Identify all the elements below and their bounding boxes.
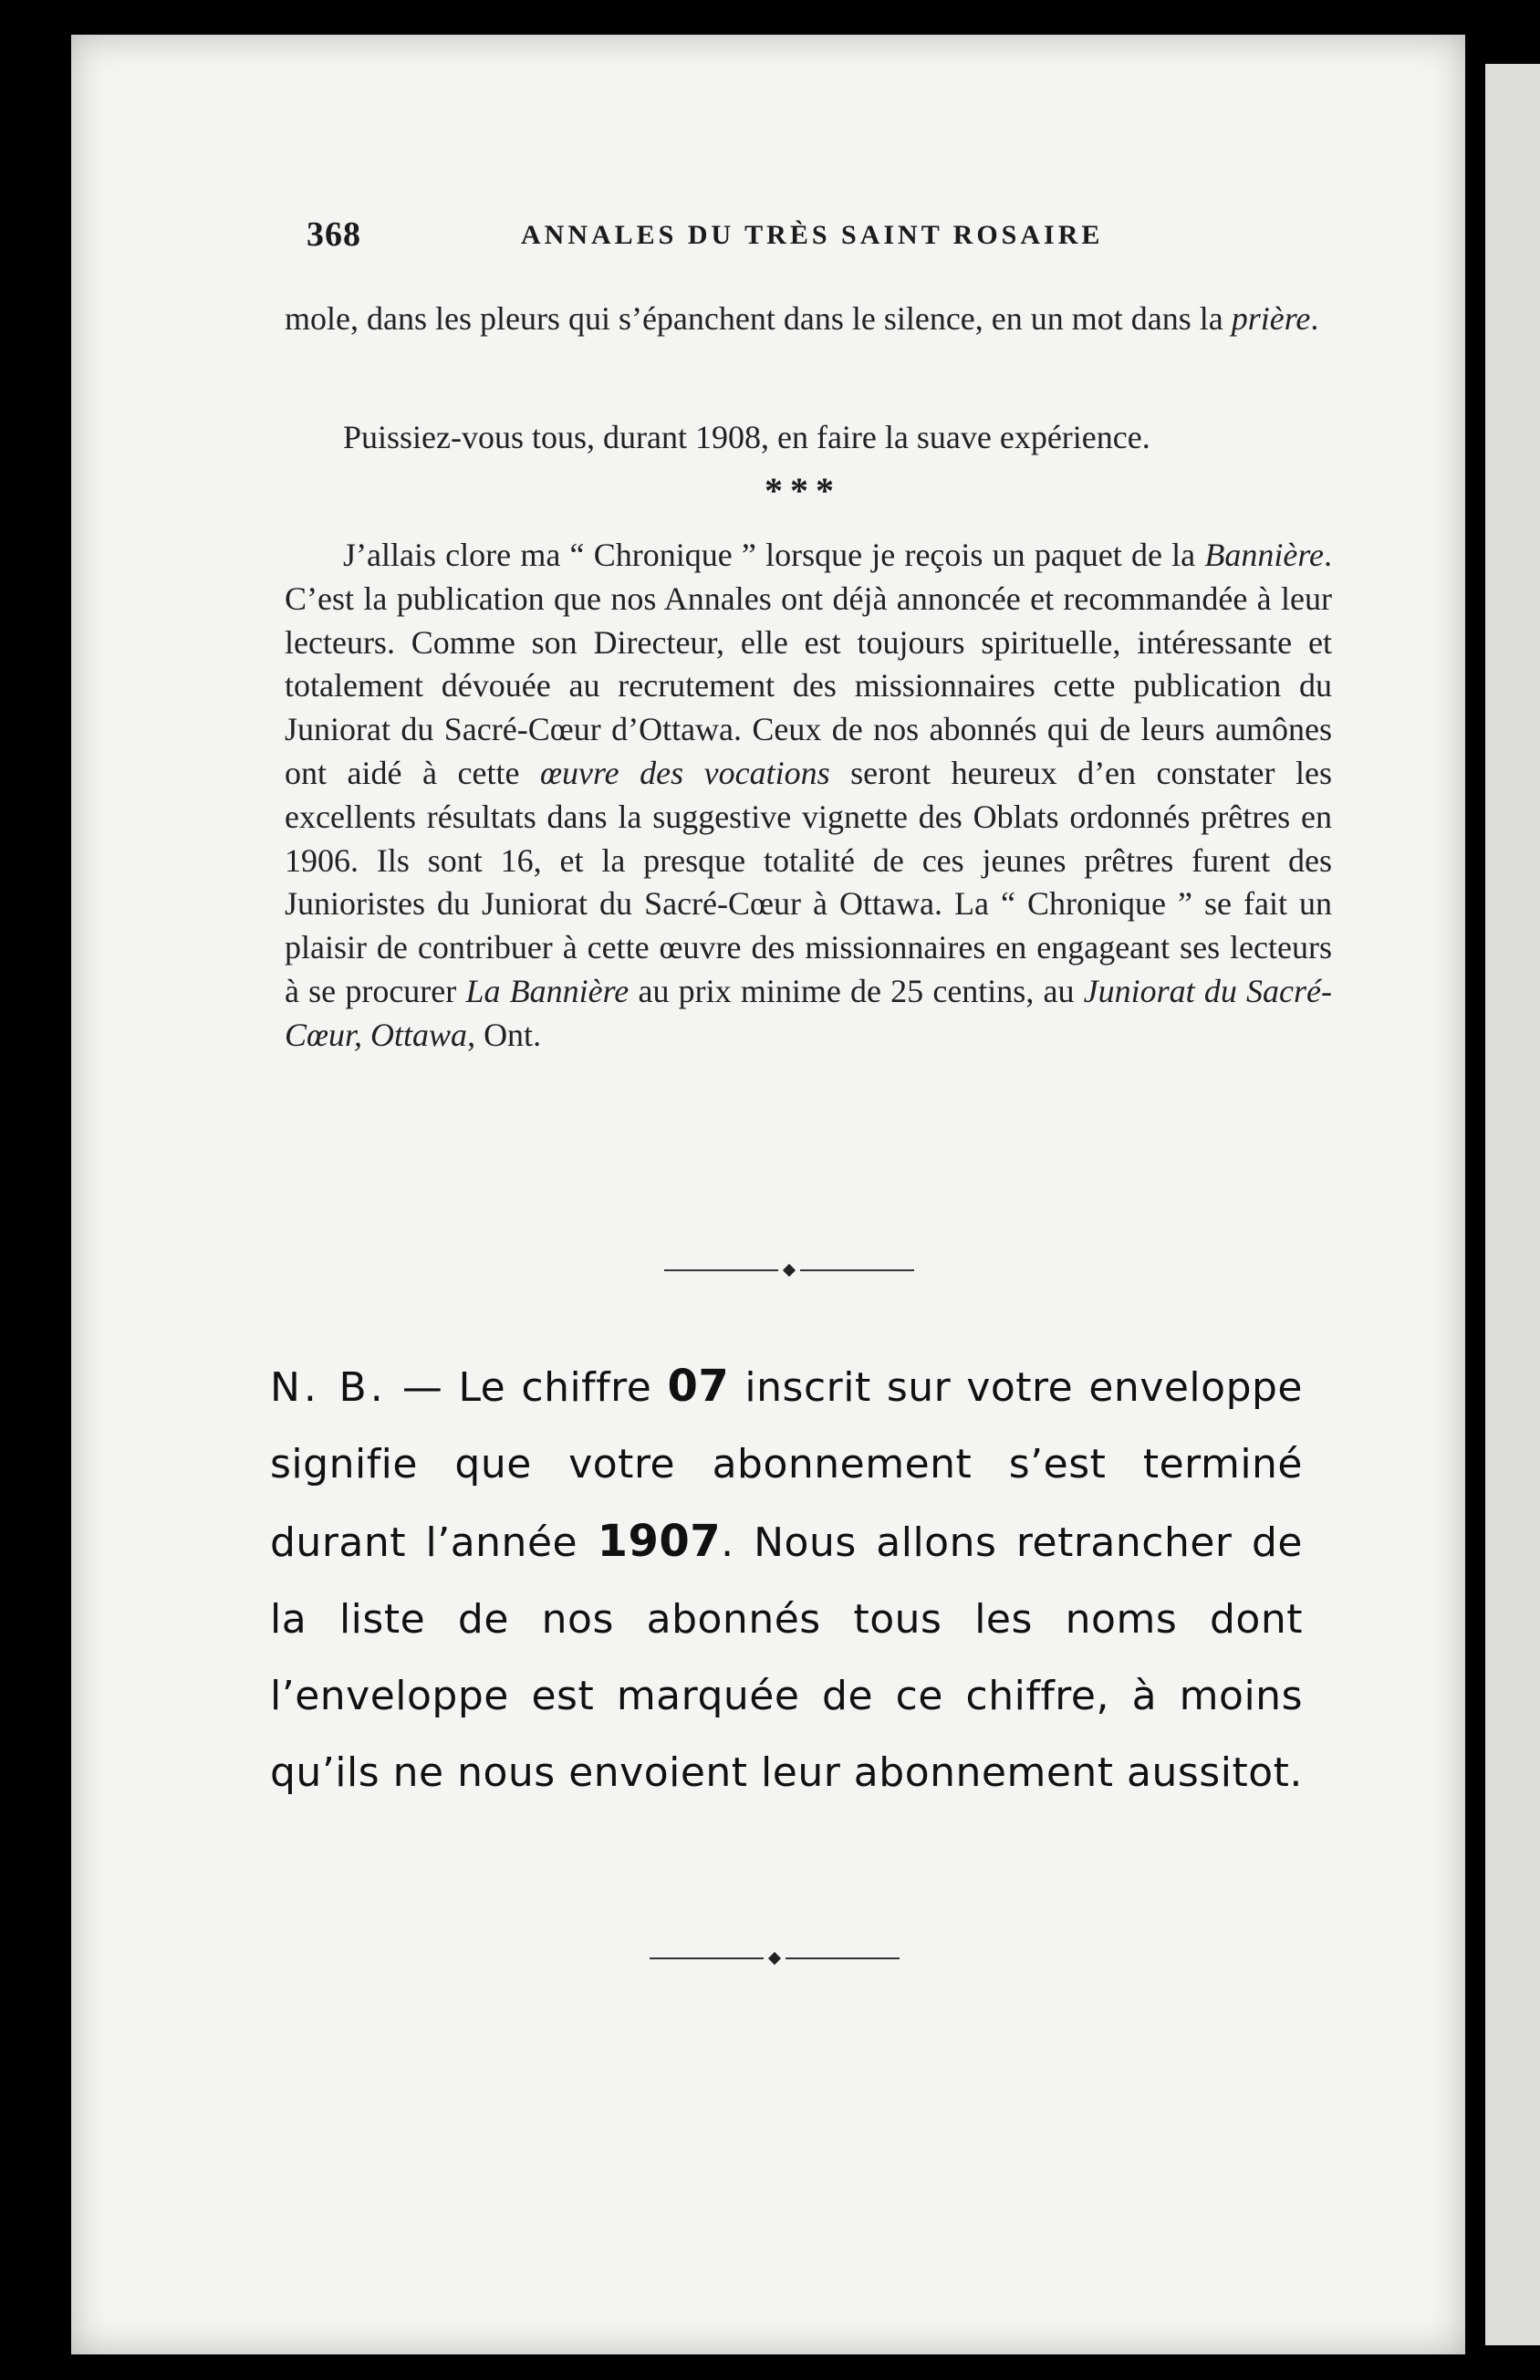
asterism-divider: * * * [765,470,835,511]
notice-text: . Nous allons retrancher de la liste de nos abonnés tous les noms dont l’enveloppe est marquée de ce chiffre, à moins qu’ils ne nous envoient leur abonnement aussitot. [270,1519,1304,1796]
subscription-code: 07 [667,1361,730,1412]
separator-line-left [650,1957,764,1959]
adjacent-page-edge [1485,64,1540,2345]
ornamental-separator [664,1261,914,1279]
paragraph-text: mole, dans les pleurs qui s’épanchent dans le silence, en un mot dans la [285,300,1232,337]
italic-address: Juniorat du Sacré-Cœur, Ottawa [285,972,1332,1053]
paragraph-text: , Ont. [467,1016,542,1053]
italic-word: prière [1231,300,1311,337]
paragraph-text: . C’est la publication que nos Annales ont déjà annoncée et recommandée à leur lecteurs. Comme son Directeur, elle est toujours spirituelle, intéressante et totalement dévouée au recrutement des missionnaires cette publication du Juniorat du Sacré-Cœur d’Ottawa. Ceux de nos abonnés qui de leurs aumônes ont aidé à cette [285,537,1332,791]
paragraph-text: J’allais clore ma “ Chronique ” lorsque je reçois un paquet de la [343,537,1205,573]
italic-title: La Bannière [465,972,630,1009]
italic-title: Bannière [1204,537,1324,573]
paragraph-text: . [1310,300,1319,337]
paragraph-continuation [285,297,1332,340]
paragraph-text: au prix minime de 25 centins, au [629,972,1084,1009]
page-number: 368 [307,215,361,254]
separator-line-left [664,1269,778,1271]
running-title: ANNALES DU TRÈS SAINT ROSAIRE [521,220,1104,250]
paragraph-chronique [285,534,1332,1058]
separator-diamond [783,1264,796,1277]
italic-phrase: œuvre des vocations [539,754,830,791]
separator-line-right [786,1957,900,1959]
page-header [307,214,1328,269]
separator-line-right [800,1269,914,1271]
separator-diamond [768,1952,781,1965]
notice-text: — Le chiffre [386,1364,668,1411]
subscription-notice [270,1348,1303,1811]
expiry-year: 1907 [597,1516,722,1567]
ornamental-separator [650,1949,900,1968]
nota-bene-label: N. B. [270,1364,387,1411]
paragraph-text: seront heureux d’en constater les excellents résultats dans la suggestive vignette des Oblats ordonnés prêtres en 1906. Ils sont 16, et la presque totalité de ces jeunes prêtres furent des Junioristes du Juniorat du Sacré-Cœur à Ottawa. La “ Chronique ” se fait un plaisir de contribuer à cette œuvre des missionnaires en engageant ses lecteurs à se procurer [285,754,1332,1009]
book-page [71,35,1465,2354]
notice-text: inscrit sur votre enveloppe signifie que votre abonnement s’est terminé durant l’année [270,1364,1304,1566]
paragraph-wish: Puissiez-vous tous, durant 1908, en faire la suave expérience. [343,419,1150,455]
